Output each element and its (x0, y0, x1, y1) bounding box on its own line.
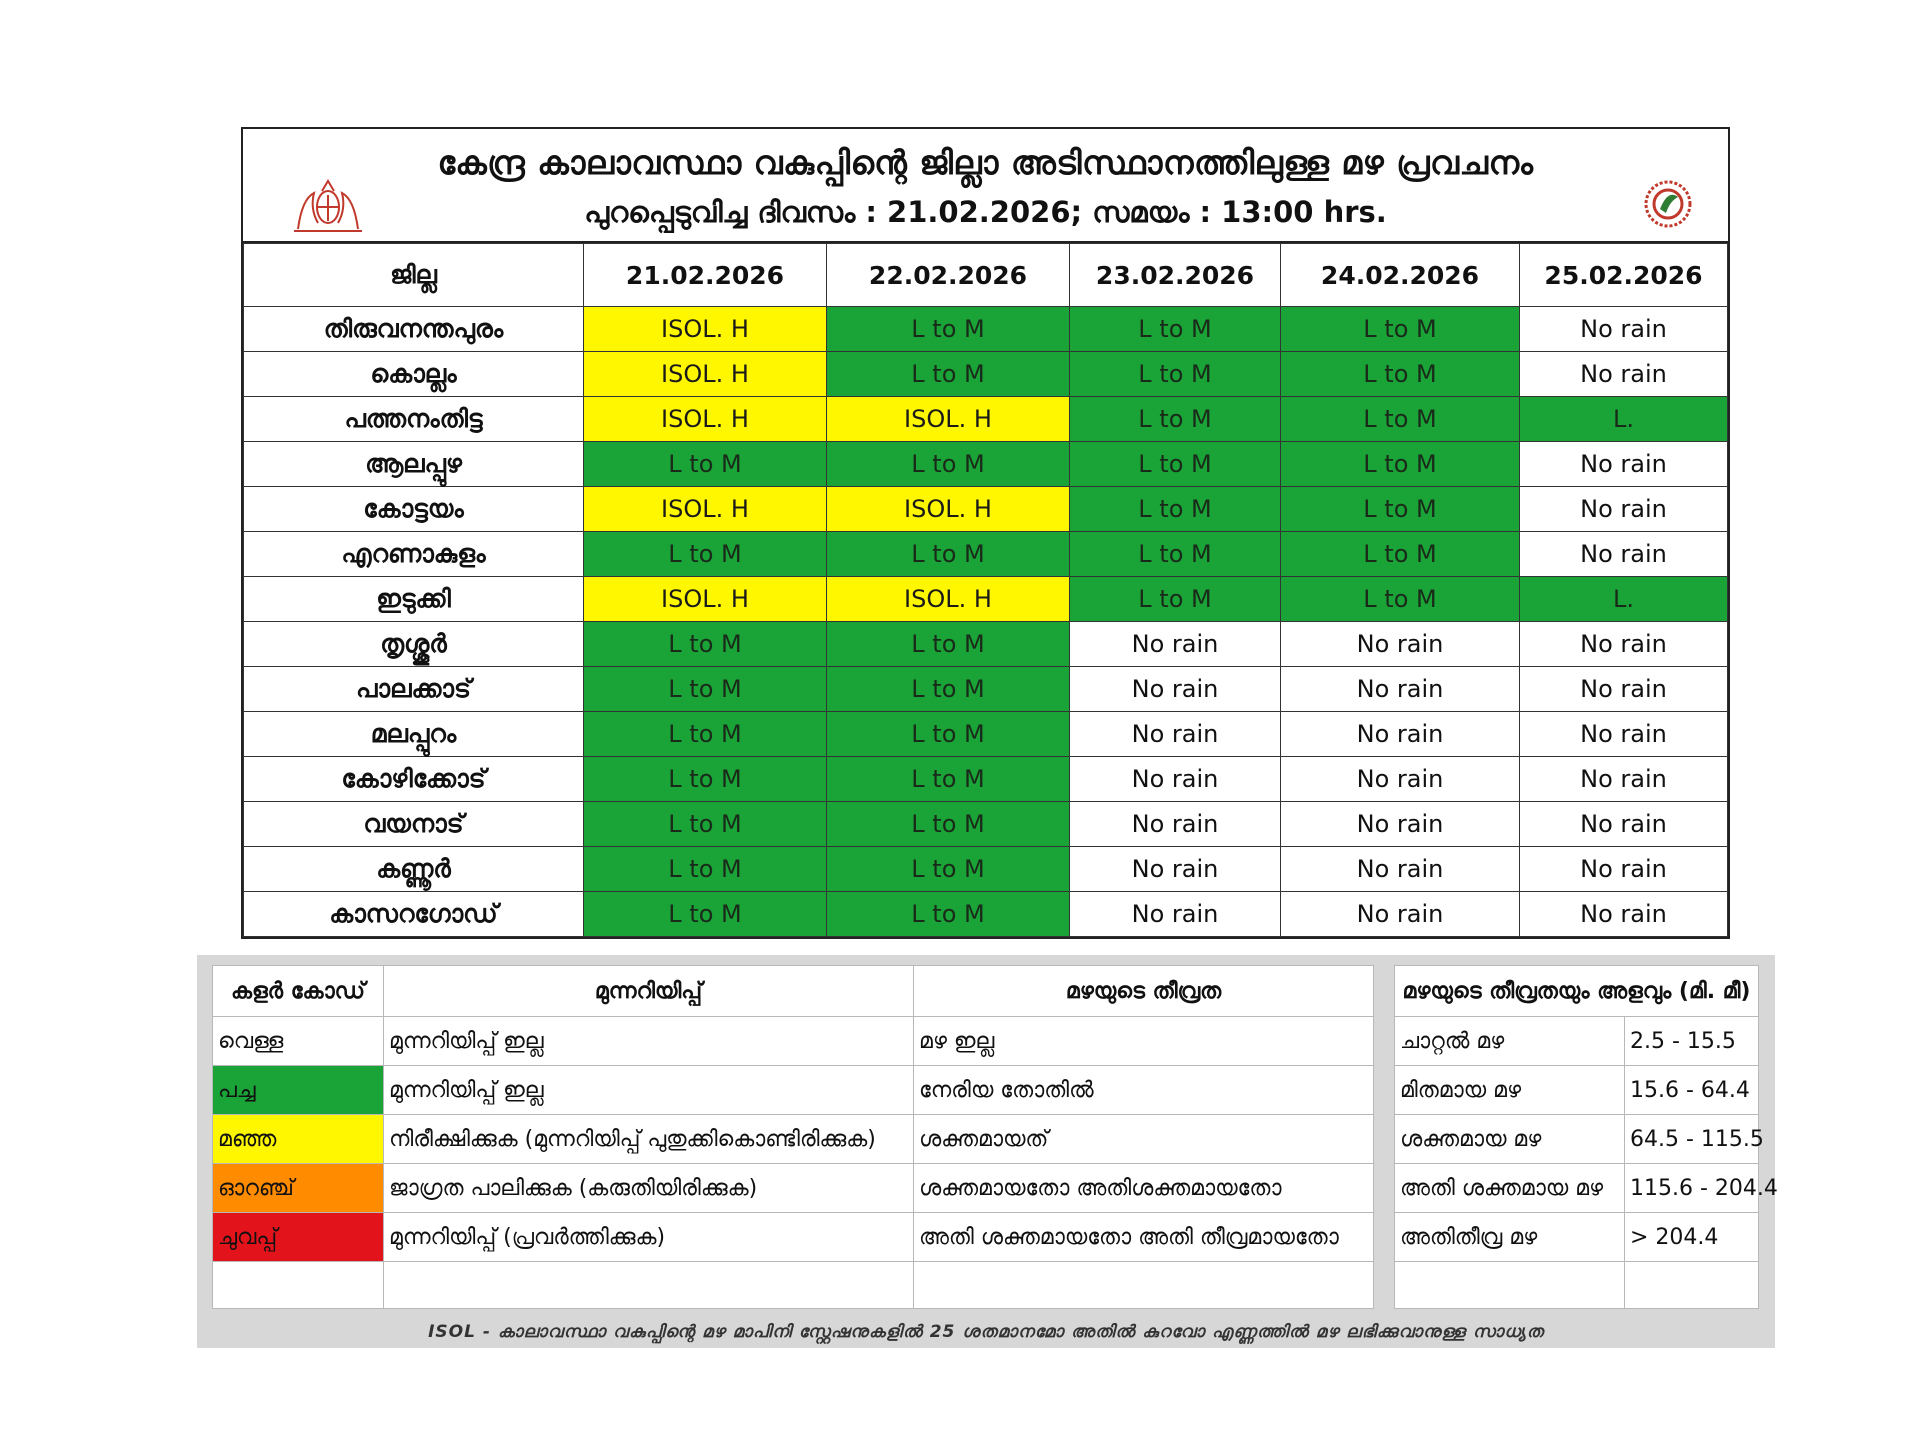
issued-datetime: പുറപ്പെടുവിച്ച ദിവസം : 21.02.2026; സമയം : 13:00 hrs. (584, 195, 1387, 229)
legend-intensity: ശക്തമായതോ അതിശക്തമായതോ (914, 1164, 1374, 1213)
district-name: തിരുവനന്തപുരം (244, 307, 584, 352)
forecast-cell: L to M (1281, 397, 1520, 442)
date-column-header: 25.02.2026 (1520, 244, 1728, 307)
forecast-cell: ISOL. H (584, 352, 827, 397)
forecast-cell: No rain (1281, 892, 1520, 937)
forecast-cell: L to M (1281, 532, 1520, 577)
forecast-table (243, 243, 1728, 937)
forecast-cell: L to M (584, 712, 827, 757)
forecast-cell: No rain (1520, 847, 1728, 892)
legend-panel (197, 955, 1778, 1348)
forecast-cell: L to M (584, 622, 827, 667)
district-name: കോട്ടയം (244, 487, 584, 532)
amount-row (1395, 1017, 1759, 1066)
isol-footnote: ISOL - കാലാവസ്ഥാ വകുപ്പിന്റെ മഴ മാപിനി സ്റ്റേഷനുകളിൽ 25 ശതമാനമോ അതിൽ കുറവോ എണ്ണത്തിൽ മഴ ലഭിക്കുവാനുള്ള സാധ്യത (428, 1322, 1544, 1342)
legend-row (213, 1164, 1374, 1213)
forecast-cell: No rain (1520, 487, 1728, 532)
forecast-cell: L to M (827, 307, 1070, 352)
legend-warning: നിരീക്ഷിക്കുക (മുന്നറിയിപ്പ് പുതുക്കികൊണ്ടിരിക്കുക) (384, 1115, 914, 1164)
forecast-panel (241, 127, 1730, 939)
legend-color-swatch: ഓറഞ്ച് (213, 1164, 384, 1213)
legend-warning: ജാഗ്രത പാലിക്കുക (കരുതിയിരിക്കുക) (384, 1164, 914, 1213)
district-name: ആലപ്പുഴ (244, 442, 584, 487)
table-row (244, 802, 1728, 847)
amount-row (1395, 1164, 1759, 1213)
forecast-cell: L to M (1070, 577, 1281, 622)
district-name: കോഴിക്കോട് (244, 757, 584, 802)
forecast-cell: No rain (1070, 847, 1281, 892)
forecast-cell: L to M (827, 442, 1070, 487)
forecast-cell: No rain (1520, 442, 1728, 487)
forecast-cell: ISOL. H (827, 577, 1070, 622)
color-code-legend (212, 965, 1374, 1309)
legend-header-intensity: മഴയുടെ തീവ്രത (914, 966, 1374, 1017)
legend-warning: മുന്നറിയിപ്പ് ഇല്ല (384, 1017, 914, 1066)
table-row (244, 487, 1728, 532)
page-title: കേന്ദ്ര കാലാവസ്ഥാ വകുപ്പിന്റെ ജില്ലാ അടിസ്ഥാനത്തിലുള്ള മഴ പ്രവചനം (437, 143, 1534, 182)
forecast-cell: No rain (1520, 532, 1728, 577)
legend-intensity: ശക്തമായത് (914, 1115, 1374, 1164)
district-name: കണ്ണൂർ (244, 847, 584, 892)
forecast-cell: L to M (1070, 352, 1281, 397)
table-row (244, 442, 1728, 487)
forecast-cell: L to M (827, 622, 1070, 667)
forecast-cell: No rain (1281, 667, 1520, 712)
legend-color-swatch: മഞ്ഞ (213, 1115, 384, 1164)
forecast-cell: L to M (1070, 442, 1281, 487)
forecast-cell: L to M (584, 802, 827, 847)
legend-color-swatch: വെള്ള (213, 1017, 384, 1066)
table-row (244, 892, 1728, 937)
amount-range: 115.6 - 204.4 (1625, 1164, 1759, 1213)
forecast-cell: L to M (1281, 307, 1520, 352)
legend-header-color-code: കളർ കോഡ് (213, 966, 384, 1017)
forecast-cell: ISOL. H (827, 487, 1070, 532)
legend-color-swatch: പച്ച (213, 1066, 384, 1115)
table-row (244, 667, 1728, 712)
forecast-cell: L to M (584, 757, 827, 802)
legend-blank-row (213, 1262, 1374, 1309)
district-name: കൊല്ലം (244, 352, 584, 397)
forecast-cell: No rain (1070, 757, 1281, 802)
forecast-header-row (244, 244, 1728, 307)
table-row (244, 397, 1728, 442)
amount-label: ചാറ്റൽ മഴ (1395, 1017, 1625, 1066)
table-row (244, 847, 1728, 892)
forecast-header (243, 129, 1728, 243)
district-name: പാലക്കാട് (244, 667, 584, 712)
date-column-header: 21.02.2026 (584, 244, 827, 307)
forecast-cell: ISOL. H (584, 577, 827, 622)
forecast-cell: L to M (584, 667, 827, 712)
forecast-cell: No rain (1281, 757, 1520, 802)
amount-label: അതിതീവ്ര മഴ (1395, 1213, 1625, 1262)
legend-intensity: അതി ശക്തമായതോ അതി തീവ്രമായതോ (914, 1213, 1374, 1262)
legend-row (213, 1066, 1374, 1115)
amount-label: ശക്തമായ മഴ (1395, 1115, 1625, 1164)
forecast-cell: L to M (827, 847, 1070, 892)
table-row (244, 757, 1728, 802)
table-row (244, 532, 1728, 577)
legend-header-amount: മഴയുടെ തീവ്രതയും അളവും (മി. മീ) (1395, 966, 1759, 1017)
forecast-cell: No rain (1281, 847, 1520, 892)
legend-intensity: മഴ ഇല്ല (914, 1017, 1374, 1066)
amount-row (1395, 1213, 1759, 1262)
district-name: തൃശ്ശൂർ (244, 622, 584, 667)
forecast-cell: L to M (584, 532, 827, 577)
forecast-cell: ISOL. H (584, 307, 827, 352)
forecast-cell: L to M (584, 847, 827, 892)
forecast-cell: L to M (1070, 532, 1281, 577)
forecast-cell: No rain (1520, 667, 1728, 712)
forecast-cell: L. (1520, 577, 1728, 622)
district-name: വയനാട് (244, 802, 584, 847)
forecast-cell: L to M (1281, 352, 1520, 397)
forecast-cell: ISOL. H (584, 397, 827, 442)
forecast-cell: L to M (584, 892, 827, 937)
district-name: പത്തനംതിട്ട (244, 397, 584, 442)
amount-row (1395, 1115, 1759, 1164)
legend-warning: മുന്നറിയിപ്പ് (പ്രവർത്തിക്കുക) (384, 1213, 914, 1262)
forecast-cell: No rain (1520, 622, 1728, 667)
district-name: ഇടുക്കി (244, 577, 584, 622)
legend-row (213, 1115, 1374, 1164)
forecast-cell: No rain (1520, 892, 1728, 937)
legend-intensity: നേരിയ തോതിൽ (914, 1066, 1374, 1115)
forecast-cell: No rain (1070, 802, 1281, 847)
forecast-cell: ISOL. H (584, 487, 827, 532)
forecast-cell: L to M (1070, 307, 1281, 352)
table-row (244, 622, 1728, 667)
forecast-cell: No rain (1070, 622, 1281, 667)
forecast-cell: L to M (1281, 487, 1520, 532)
forecast-cell: L to M (827, 757, 1070, 802)
forecast-cell: L to M (827, 712, 1070, 757)
legend-row (213, 1213, 1374, 1262)
forecast-cell: L to M (827, 802, 1070, 847)
forecast-cell: L to M (1070, 397, 1281, 442)
district-name: എറണാകുളം (244, 532, 584, 577)
kerala-emblem-icon (288, 179, 368, 235)
forecast-cell: L to M (1281, 442, 1520, 487)
forecast-cell: L to M (827, 892, 1070, 937)
forecast-cell: No rain (1281, 712, 1520, 757)
forecast-cell: No rain (1070, 667, 1281, 712)
forecast-cell: No rain (1520, 307, 1728, 352)
forecast-cell: No rain (1281, 802, 1520, 847)
forecast-cell: L. (1520, 397, 1728, 442)
forecast-cell: No rain (1520, 757, 1728, 802)
forecast-cell: L to M (1281, 577, 1520, 622)
amount-range: 64.5 - 115.5 (1625, 1115, 1759, 1164)
district-name: കാസറഗോഡ് (244, 892, 584, 937)
forecast-cell: L to M (827, 352, 1070, 397)
amount-range: 15.6 - 64.4 (1625, 1066, 1759, 1115)
amount-label: അതി ശക്തമായ മഴ (1395, 1164, 1625, 1213)
table-row (244, 352, 1728, 397)
forecast-cell: L to M (827, 667, 1070, 712)
forecast-cell: L to M (1070, 487, 1281, 532)
district-name: മലപ്പുറം (244, 712, 584, 757)
forecast-cell: No rain (1520, 802, 1728, 847)
date-column-header: 23.02.2026 (1070, 244, 1281, 307)
legend-warning: മുന്നറിയിപ്പ് ഇല്ല (384, 1066, 914, 1115)
amount-blank-row (1395, 1262, 1759, 1309)
forecast-cell: No rain (1520, 352, 1728, 397)
forecast-cell: No rain (1520, 712, 1728, 757)
legend-header-warning: മുന്നറിയിപ്പ് (384, 966, 914, 1017)
forecast-cell: L to M (584, 442, 827, 487)
district-column-header: ജില്ല (244, 244, 584, 307)
legend-row (213, 1017, 1374, 1066)
imd-logo-icon (1636, 179, 1700, 229)
rain-amount-legend (1394, 965, 1778, 1309)
date-column-header: 24.02.2026 (1281, 244, 1520, 307)
table-row (244, 712, 1728, 757)
forecast-cell: No rain (1070, 712, 1281, 757)
amount-row (1395, 1066, 1759, 1115)
amount-label: മിതമായ മഴ (1395, 1066, 1625, 1115)
date-column-header: 22.02.2026 (827, 244, 1070, 307)
legend-color-swatch: ചുവപ്പ് (213, 1213, 384, 1262)
forecast-cell: L to M (827, 532, 1070, 577)
table-row (244, 307, 1728, 352)
amount-range: 2.5 - 15.5 (1625, 1017, 1759, 1066)
forecast-cell: No rain (1070, 892, 1281, 937)
table-row (244, 577, 1728, 622)
forecast-cell: No rain (1281, 622, 1520, 667)
amount-range: > 204.4 (1625, 1213, 1759, 1262)
forecast-cell: ISOL. H (827, 397, 1070, 442)
